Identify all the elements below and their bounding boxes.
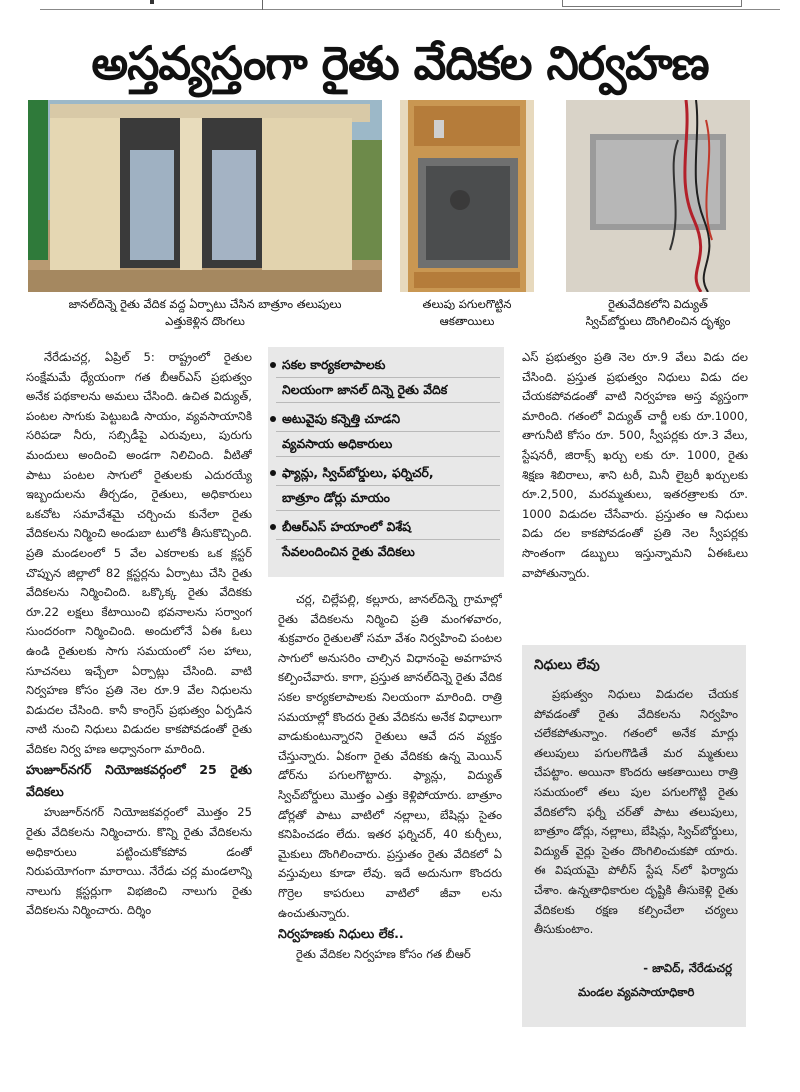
door-caption: తలుపు పగులగొట్టిన ఆకతాయిలు (422, 297, 512, 328)
top-rule (0, 0, 800, 14)
sidebar-title: నిధులు లేవు (534, 657, 600, 673)
highlight-item: అటువైపు కన్నెత్తి చూడని వ్యవసాయ అధికారులు (276, 407, 500, 457)
highlight-item: ఫ్యాన్లు, స్విచ్‌బోర్డులు, ఫర్నిచర్, బాత్రూం డోర్లు మాయం (276, 461, 500, 511)
article-paragraph: ఎస్ ప్రభుత్వం ప్రతి నెల రూ.9 వేలు విడు దల చేసింది. ప్రస్తుత ప్రభుత్వం నిధులు విడు దల చేయకపోవడంతో వాటి నిర్వహణ అస్త వ్యస్తంగా మారింది. గతంలో విద్యుత్ చార్జీ లకు రూ.1000, తాగునీటి కోసం రూ. 500, స్వీపర్లకు రూ.3 వేలు, స్టేషనరీ, జిరాక్స్ ఖర్చు లకు రూ. 1000, రైతు శిక్షణ శిబిరాలు, శాని టరీ, మినీ లైబ్రరీ ఖర్చులకు రూ.2,500, మరమ్మతులు, ఇతరత్రాలకు రూ. 1000 విడుదల చేసేవారు. ప్రస్తుతం ఆ నిధులు విడు దల కాకపోవడంతో ప్రతి నెల స్వీపర్లకు సొంతంగా డబ్బులు ఇస్తున్నామని ఏఈఓలు వాపోతున్నారు. (522, 350, 748, 580)
article-paragraph: రైతు వేదికల నిర్వహణ కోసం గత బీఆర్ (296, 947, 471, 962)
bathroom-photo (28, 100, 382, 292)
highlights-box (268, 347, 504, 577)
sidebar-role: మండల వ్యవసాయాధికారి (578, 985, 695, 999)
article-paragraph: హుజూర్‌నగర్ నియోజకవర్గంలో మొత్తం 25 రైతు వేదికలను నిర్మించారు. కొన్ని రైతు వేదికలను అధికారులు పట్టించుకోకపోవ డంతో నిరుపయోగంగా మారాయి. నేరేడు చర్ల మండలాన్ని నాలుగు క్లస్టర్లుగా విభజించి నాలుగు రైతు వేదికలను నిర్మించారు. దిర్శిం (26, 805, 252, 918)
article-column-2 (278, 590, 502, 1040)
bathroom-caption: జానల్‌దిన్నె రైతు వేదిక వద్ద ఏర్పాటు చేసిన బాత్రూం తలుపులు ఎత్తుకెళ్లిన దొంగలు (68, 297, 342, 328)
highlight-item: బీఆర్‌ఎస్ హయాంలో విశేష సేవలందించిన రైతు వేదికలు (276, 515, 500, 564)
sidebar-credit: - జావిద్, నేరేడుచర్ల (643, 961, 732, 975)
sidebar-body: ప్రభుత్వం నిధులు విడుదల చేయక పోవడంతో రైతు వేదికలను నిర్వహిం చలేకపోతున్నాం. గతంలో అనేక మార్లు తలుపులు పగులగొడితే మర మ్మతులు చేపట్టాం. అయినా కొందరు ఆకతాయిలు రాత్రి సమయంలో తలు పుల పగులగొట్టి రైతు వేదికలోని ఫర్నీ చర్‌తో పాటు తలుపులు, బాత్రూం డోర్లు, నల్లాలు, బేషిన్లు, స్విచ్‌బోర్డులు, విద్యుత్ వైర్లు సైతం దొంగిలించుకపో యారు. ఈ విషయమై పోలీస్ స్టేష న్‌లో ఫిర్యాదు చేశాం. ఉన్నతాధికారుల దృష్టికి తీసుకెళ్లి రైతు వేదికలకు రక్షణ కల్పించేలా చర్యలు తీసుకుంటాం. (534, 687, 738, 937)
highlight-item: సకల కార్యకలాపాలకు నిలయంగా జానల్ దిన్నె రైతు వేదిక (276, 353, 500, 403)
article-column-1 (26, 348, 252, 1048)
article-subhead: హుజూర్‌నగర్ నియోజకవర్గంలో 25 రైతు వేదికలు (26, 762, 252, 800)
switchboard-caption: రైతువేదికలోని విద్యుత్‌ స్విచ్‌బోర్డులు దొంగిలించిన దృశ్యం (585, 297, 731, 328)
headline: అస్తవ్యస్తంగా రైతు వేదికల నిర్వహణ (91, 36, 709, 90)
article-column-3 (522, 348, 748, 638)
door-photo (400, 100, 534, 292)
article-paragraph: చర్ల, చిల్లేపల్లి, కల్లూరు, జానల్‌దిన్నె గ్రామాల్లో రైతు వేదికలను నిర్మించి ప్రతి మంగళవారం, శుక్రవారం రైతులతో సమా వేశం నిర్వహించి పంటల సాగులో అనుసరిం చాల్సిన విధానంపై అవగాహన కల్పించేవారు. కాగా, ప్రస్తుత జానల్‌దిన్నె రైతు వేదిక సకల కార్యకలాపాలకు నిలయంగా మారింది. రాత్రి సమయాల్లో కొందరు రైతు వేదికను అనేక విధాలుగా వాడుకుంటున్నారని రైతులు ఆవే దన వ్యక్తం చేస్తున్నారు. ఏకంగా రైతు వేదికకు ఉన్న మెయిన్ డోర్‌ను పగులగొట్టారు. ఫ్యాన్లు, విద్యుత్ స్విచ్‌బోర్డులు మొత్తం ఎత్తు కెళ్లిపోయారు. బాత్రూం డోర్లతో పాటు వాటిలో నల్లాలు, బేషిన్లు సైతం కనిపించడం లేదు. ఇతర ఫర్నిచర్, 40 కుర్చీలు, మైకులు దొంగిలించారు. ప్రస్తుతం రైతు వేదికలో ఏ వస్తువులు కూడా లేవు. ఇదే అదునుగా కొందరు గొర్రెల కాపరులు వాటిలో జీవా లను ఉంచుతున్నారు. (278, 592, 502, 920)
article-paragraph: నేరేడుచర్ల, ఏప్రిల్ 5: రాష్ట్రంలో రైతుల సంక్షేమమే ధ్యేయంగా గత బీఆర్‌ఎస్ ప్రభుత్వం అనేక పథకాలను అమలు చేసింది. ఉచిత విద్యుత్, పంటల సాగుకు పెట్టుబడి సాయం, వ్యవసాయానికి సరిపడా నీరు, సబ్సిడీపై ఎరువులు, పురుగు మందులు అందించి అండగా నిలిచింది. వీటితో పాటు పంటల సాగులో రైతులకు ఎదురయ్యే ఇబ్బందులను తీర్చడం, రైతులు, అధికారులు ఒకచోట సమావేశమై చర్చించు కునేలా రైతు వేదికలను నిర్మించి అండుబా టులోకి తీసుకొచ్చింది. ప్రతి మండలంలో 5 వేల ఎకరాలకు ఒక క్లస్టర్ చొప్పున జిల్లాలో 82 క్లస్టర్లను ఏర్పాటు చేసి రైతు వేదికలను నిర్మించింది. ఒక్కొక్క రైతు వేదికకు రూ.22 లక్షలు కేటాయించి భవనాలను సర్వాంగ సుందరంగా నిర్మించింది. అందులోనే ఏఈ ఓలు ఉండి రైతులకు సాగు సమయంలో సల హాలు, సూచనలు ఇచ్చేలా ఏర్పాట్లు చేసింది. వాటి నిర్వహణ కోసం ప్రతి నెల రూ.9 వేల నిధులను విడుదల చేసింది. కానీ కాంగ్రెస్ ప్రభుత్వం ఏర్పడిన నాటి నుంచి నిధులు విడుదల కాకపోవడంతో రైతు వేదికల నిర్వ హణ అధ్వానంగా మారింది. (26, 350, 252, 756)
article-subhead: నిర్వహణకు నిధులు లేక.. (278, 926, 404, 942)
quote-sidebar (522, 645, 746, 1027)
switchboard-photo (566, 100, 750, 292)
